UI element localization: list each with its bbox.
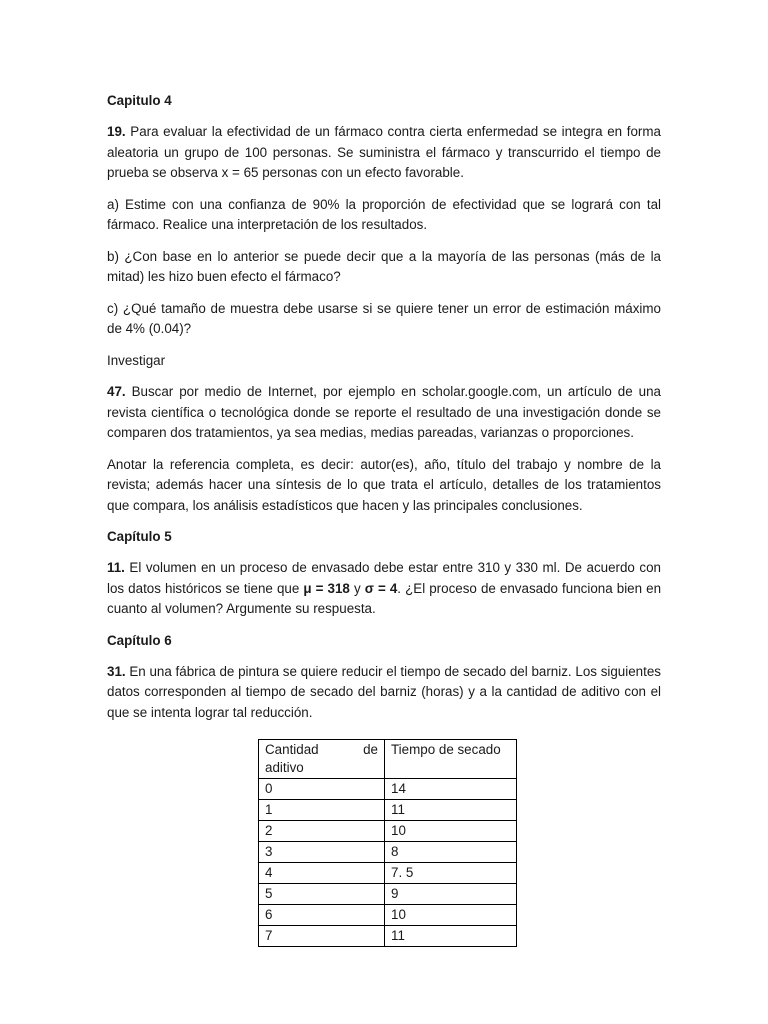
cell-tiempo: 10 (385, 905, 517, 926)
cell-cantidad: 5 (259, 884, 385, 905)
chapter-4-heading: Capitulo 4 (107, 93, 172, 108)
exercise-31 (107, 662, 661, 724)
cell-cantidad: 4 (259, 863, 385, 884)
table-row (259, 926, 517, 947)
exercise-47-text: Buscar por medio de Internet, por ejemplo en scholar.google.com, un artículo de una revista científica o tecnológica donde se reporte el resultado de una investigación donde se comparen dos tratamientos, ya sea medias, medias pareadas, varianzas o proporciones. (107, 384, 661, 440)
cell-tiempo: 7. 5 (385, 863, 517, 884)
exercise-31-text: En una fábrica de pintura se quiere reducir el tiempo de secado del barniz. Los siguientes datos corresponden al tiempo de secado del barniz (horas) y a la cantidad de aditivo con el que se intenta lograr tal reducción. (107, 663, 661, 720)
table-row (259, 842, 517, 863)
exercise-11 (107, 558, 661, 620)
exercise-19-part-b: b) ¿Con base en lo anterior se puede decir que a la mayoría de las personas (más de la mitad) les hizo buen efecto el fármaco? (107, 248, 661, 284)
table-row (259, 884, 517, 905)
exercise-11-text-a: El volumen en un proceso de envasado debe estar entre 310 y 330 ml. De acuerdo con los datos históricos se tiene que (107, 560, 661, 596)
chapter-5-heading: Capítulo 5 (107, 529, 172, 544)
cell-tiempo: 11 (385, 800, 517, 821)
exercise-31-number: 31. (107, 663, 126, 679)
table-header-row (259, 740, 517, 779)
exercise-11-and: y (349, 580, 365, 596)
header-aditivo-word: aditivo (265, 760, 304, 775)
cell-tiempo: 14 (385, 779, 517, 800)
exercise-47-number: 47. (107, 384, 126, 399)
header-cantidad-aditivo (259, 740, 385, 779)
exercise-11-number: 11. (107, 560, 125, 575)
cell-cantidad: 6 (259, 905, 385, 926)
cell-cantidad: 2 (259, 821, 385, 842)
cell-cantidad: 1 (259, 800, 385, 821)
exercise-19 (107, 122, 661, 184)
exercise-11-text-b: . ¿El proceso de envasado funciona bien en cuanto al volumen? Argumente su respuesta. (107, 580, 662, 616)
chapter-6-heading: Capítulo 6 (107, 632, 172, 648)
investigar-heading: Investigar (107, 352, 166, 368)
exercise-19-number: 19. (107, 124, 126, 139)
exercise-19-part-a: a) Estime con una confianza de 90% la proporción de efectividad que se logrará con tal fármaco. Realice una interpretación de los resultados. (107, 196, 661, 232)
mu-value: μ = 318 (303, 580, 350, 596)
exercise-19-text: Para evaluar la efectividad de un fármaco contra cierta enfermedad se integra en forma aleatoria un grupo de 100 personas. Se suministra el fármaco y transcurrido el tiempo de prueba se observa x = 65 personas con un efecto favorable. (107, 124, 661, 180)
table-row (259, 800, 517, 821)
drying-time-table (258, 739, 517, 947)
cell-cantidad: 3 (259, 842, 385, 863)
header-tiempo-secado: Tiempo de secado (385, 740, 517, 779)
table-row (259, 863, 517, 884)
exercise-47-instructions: Anotar la referencia completa, es decir: autor(es), año, título del trabajo y nombre de la revista; además hacer una síntesis de lo que trata el artículo, detalles de los tratamientos que compara, los análisis estadísticos que hacen y las principales conclusiones. (107, 456, 661, 513)
table-row (259, 779, 517, 800)
cell-tiempo: 8 (385, 842, 517, 863)
cell-cantidad: 0 (259, 779, 385, 800)
header-cantidad-word: Cantidad (265, 742, 319, 757)
document-content (107, 91, 661, 947)
sigma-value: σ = 4 (364, 580, 398, 596)
cell-tiempo: 11 (385, 926, 517, 947)
table-row (259, 905, 517, 926)
table-row (259, 821, 517, 842)
exercise-19-part-c: c) ¿Qué tamaño de muestra debe usarse si se quiere tener un error de estimación máximo de 4% (0.04)? (107, 300, 661, 336)
cell-cantidad: 7 (259, 926, 385, 947)
cell-tiempo: 10 (385, 821, 517, 842)
cell-tiempo: 9 (385, 884, 517, 905)
header-de-word: de (363, 742, 378, 757)
exercise-47 (107, 382, 661, 444)
